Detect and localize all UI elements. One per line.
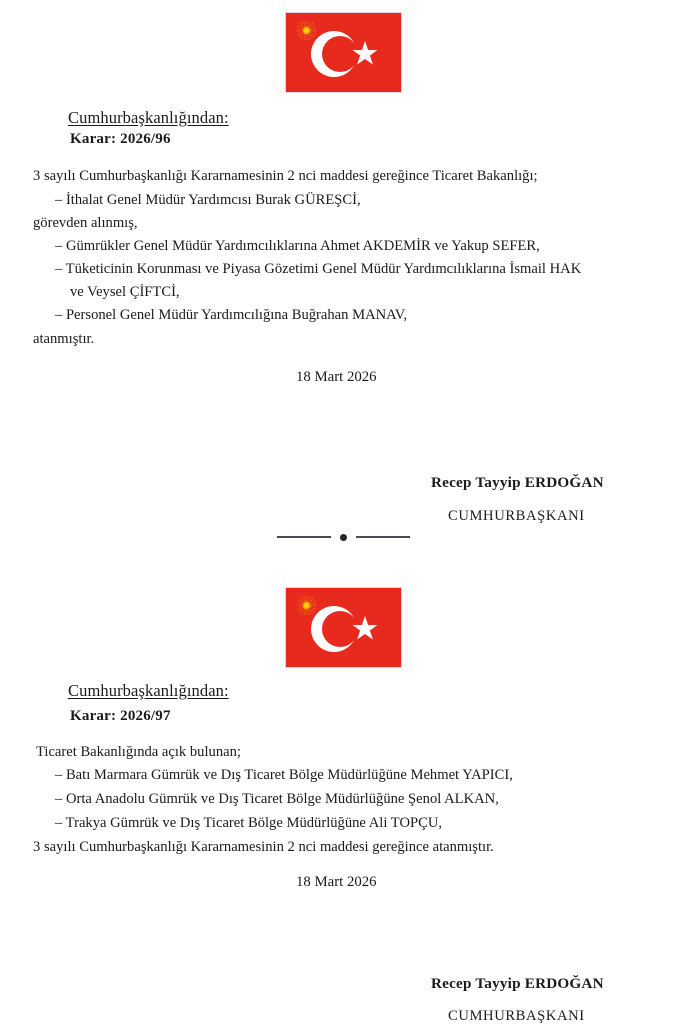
signature-name: Recep Tayyip ERDOĞAN bbox=[431, 975, 604, 992]
decree-number: Karar: 2026/97 bbox=[70, 708, 171, 724]
decree-date: 18 Mart 2026 bbox=[296, 369, 377, 385]
separator-rule-right bbox=[356, 536, 410, 538]
decree-body-line: – Gümrükler Genel Müdür Yardımcılıklarına Ahmet AKDEMİR ve Yakup SEFER, bbox=[55, 238, 540, 254]
decree-body-line: 3 sayılı Cumhurbaşkanlığı Kararnamesinin 2 nci maddesi gereğince atanmıştır. bbox=[33, 839, 494, 855]
crescent-inner-circle bbox=[322, 36, 358, 72]
decree-body-line: ve Veysel ÇİFTCİ, bbox=[70, 284, 180, 300]
signature-name: Recep Tayyip ERDOĞAN bbox=[431, 474, 604, 491]
decree-heading: Cumhurbaşkanlığından: bbox=[68, 108, 229, 127]
decree-body-line: Ticaret Bakanlığında açık bulunan; bbox=[36, 744, 241, 760]
decree-date: 18 Mart 2026 bbox=[296, 874, 377, 890]
decree-body-line: – Personel Genel Müdür Yardımcılığına Buğrahan MANAV, bbox=[55, 307, 408, 323]
signature-title: CUMHURBAŞKANI bbox=[448, 1008, 585, 1024]
signature-title: CUMHURBAŞKANI bbox=[448, 508, 585, 524]
decree-number: Karar: 2026/96 bbox=[70, 131, 171, 147]
decree-body-line: – Tüketicinin Korunması ve Piyasa Gözetimi Genel Müdür Yardımcılıklarına İsmail HAK bbox=[55, 261, 582, 277]
decree-body-line: 3 sayılı Cumhurbaşkanlığı Kararnamesinin 2 nci maddesi gereğince Ticaret Bakanlığı; bbox=[33, 168, 538, 184]
decree-body-line: – Orta Anadolu Gümrük ve Dış Ticaret Bölge Müdürlüğüne Şenol ALKAN, bbox=[55, 791, 499, 807]
decree-body-line: görevden alınmış, bbox=[33, 215, 138, 231]
decree-heading: Cumhurbaşkanlığından: bbox=[68, 681, 229, 700]
separator-rule-left bbox=[277, 536, 331, 538]
turkish-flag bbox=[285, 12, 402, 93]
decree-separator-ornament bbox=[268, 530, 418, 544]
separator-dot bbox=[340, 534, 347, 541]
decree-body-line: atanmıştır. bbox=[33, 331, 95, 347]
crescent-inner-circle bbox=[322, 611, 358, 647]
decree-body-line: – Trakya Gümrük ve Dış Ticaret Bölge Müdürlüğüne Ali TOPÇU, bbox=[55, 815, 443, 831]
turkish-flag bbox=[285, 587, 402, 668]
decree-body-line: – Batı Marmara Gümrük ve Dış Ticaret Bölge Müdürlüğüne Mehmet YAPICI, bbox=[55, 767, 513, 783]
decree-body-line: – İthalat Genel Müdür Yardımcısı Burak GÜREŞCİ, bbox=[55, 192, 361, 208]
